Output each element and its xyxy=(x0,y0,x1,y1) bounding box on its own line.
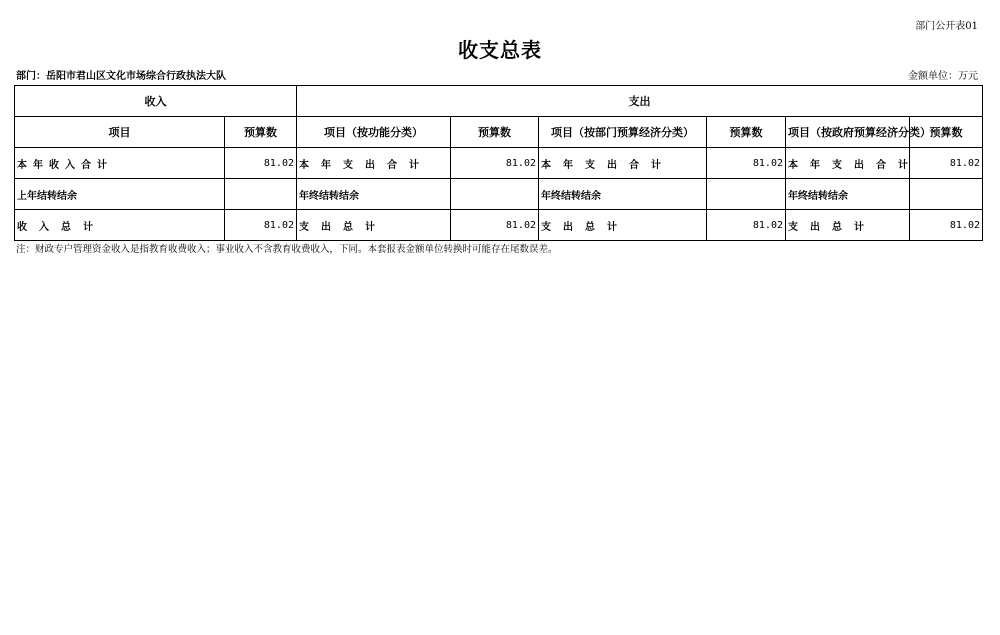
income-label-cell: 上年结转结余 xyxy=(15,179,225,210)
functional-label-cell: 支出总计 xyxy=(297,210,451,241)
income-value-cell: 81.02 xyxy=(225,148,297,179)
dept-econ-label-cell: 本年支出合计 xyxy=(539,148,707,179)
functional-label-cell: 年终结转结余 xyxy=(297,179,451,210)
income-label-cell: 本年收入合计 xyxy=(15,148,225,179)
form-code: 部门公开表01 xyxy=(915,21,978,32)
income-item-header: 项目 xyxy=(15,117,225,148)
dept-econ-label-cell: 年终结转结余 xyxy=(539,179,707,210)
page-title: 收支总表 xyxy=(458,38,542,62)
dept-econ-value-cell xyxy=(707,179,786,210)
gov-econ-item-header: 项目（按政府预算经济分类） xyxy=(786,117,910,148)
dept-econ-value-cell: 81.02 xyxy=(707,148,786,179)
gov-econ-budget-header: 预算数 xyxy=(910,117,983,148)
dept-econ-value-cell: 81.02 xyxy=(707,210,786,241)
group-header-row xyxy=(15,86,983,117)
income-expense-summary-table xyxy=(14,85,983,241)
gov-econ-label-cell: 年终结转结余 xyxy=(786,179,910,210)
functional-value-cell xyxy=(451,179,539,210)
income-group-header: 收入 xyxy=(15,86,297,117)
table-row xyxy=(15,179,983,210)
functional-value-cell: 81.02 xyxy=(451,148,539,179)
dept-econ-label-cell: 支出总计 xyxy=(539,210,707,241)
column-header-row xyxy=(15,117,983,148)
gov-econ-value-cell xyxy=(910,179,983,210)
dept-econ-item-header: 项目（按部门预算经济分类） xyxy=(539,117,707,148)
table-row xyxy=(15,148,983,179)
income-value-cell xyxy=(225,179,297,210)
dept-econ-budget-header: 预算数 xyxy=(707,117,786,148)
functional-item-header: 项目（按功能分类） xyxy=(297,117,451,148)
gov-econ-value-cell: 81.02 xyxy=(910,148,983,179)
amount-unit-label: 金额单位：万元 xyxy=(908,71,978,82)
income-label-cell: 收入总计 xyxy=(15,210,225,241)
expense-group-header: 支出 xyxy=(297,86,983,117)
income-budget-header: 预算数 xyxy=(225,117,297,148)
footnote: 注：财政专户管理资金收入是指教育收费收入；事业收入不含教育收费收入，下同。本套报表金额单位转换时可能存在尾数误差。 xyxy=(16,244,558,255)
table-row xyxy=(15,210,983,241)
functional-value-cell: 81.02 xyxy=(451,210,539,241)
gov-econ-label-cell: 支出总计 xyxy=(786,210,910,241)
gov-econ-value-cell: 81.02 xyxy=(910,210,983,241)
functional-budget-header: 预算数 xyxy=(451,117,539,148)
gov-econ-label-cell: 本年支出合计 xyxy=(786,148,910,179)
income-value-cell: 81.02 xyxy=(225,210,297,241)
department-label: 部门：岳阳市君山区文化市场综合行政执法大队 xyxy=(16,71,226,82)
functional-label-cell: 本年支出合计 xyxy=(297,148,451,179)
